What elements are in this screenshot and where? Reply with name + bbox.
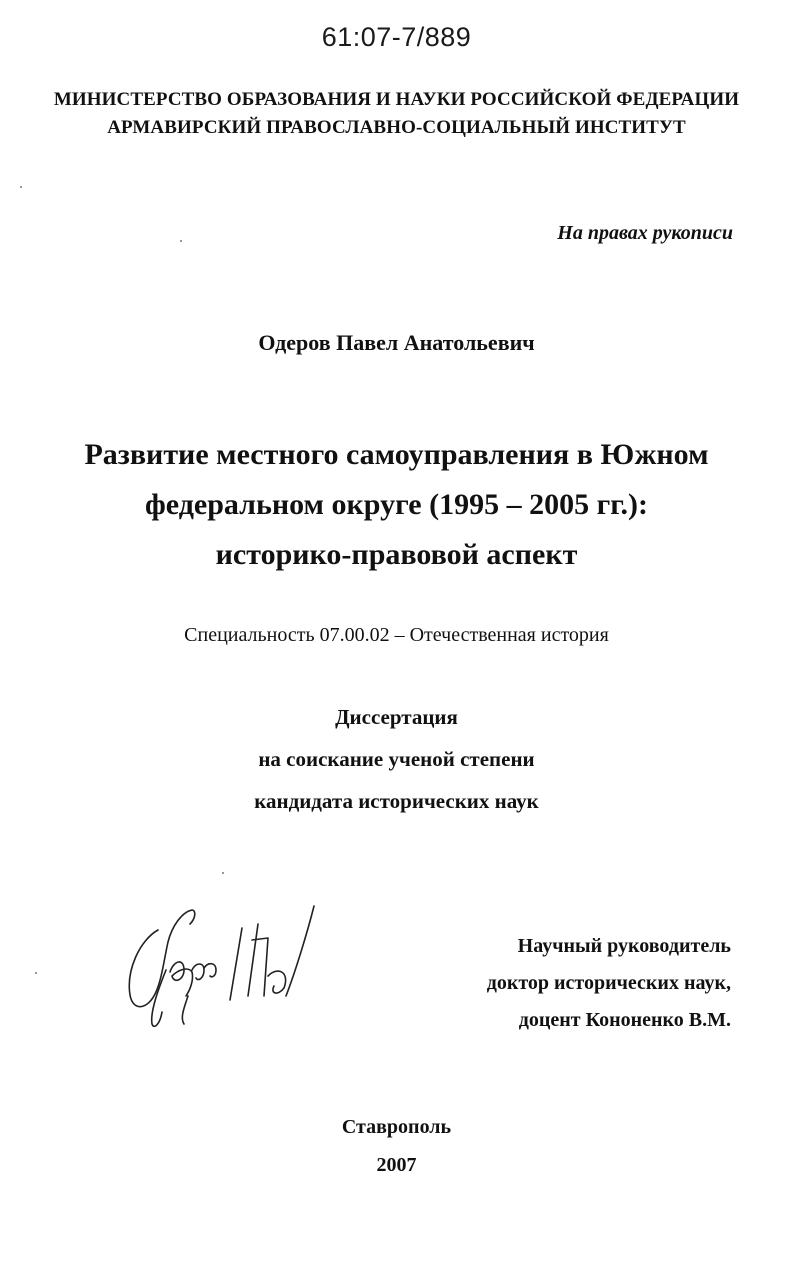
dissertation-title: [0, 430, 793, 580]
supervisor-line: доктор исторических наук,: [486, 972, 731, 994]
author-name: Одеров Павел Анатольевич: [258, 330, 535, 355]
degree-line: на соискание ученой степени: [258, 747, 535, 771]
scientific-supervisor: [487, 928, 731, 1039]
scan-speck: [35, 972, 37, 974]
publication-year: 2007: [376, 1154, 417, 1176]
degree-line: Диссертация: [335, 705, 458, 729]
institution-header: [0, 86, 793, 142]
rights-note: На правах рукописи: [557, 222, 733, 244]
title-line: историко-правовой аспект: [215, 538, 578, 571]
title-line: федеральном округе (1995 – 2005 гг.):: [145, 488, 648, 521]
city-name: Ставрополь: [341, 1116, 452, 1138]
author-signature: [118, 900, 348, 1040]
supervisor-line: Научный руководитель: [517, 935, 731, 957]
title-line: Развитие местного самоуправления в Южном: [84, 438, 709, 471]
scan-speck: [20, 186, 22, 188]
scan-speck: [180, 240, 182, 242]
scan-speck: [222, 872, 224, 874]
supervisor-line: доцент Кононенко В.М.: [518, 1009, 731, 1031]
institute-line: АРМАВИРСКИЙ ПРАВОСЛАВНО-СОЦИАЛЬНЫЙ ИНСТИТУТ: [107, 117, 686, 138]
specialty-line: Специальность 07.00.02 – Отечественная история: [184, 624, 609, 646]
degree-statement: [0, 696, 793, 822]
place-and-year: [0, 1108, 793, 1184]
ministry-line: МИНИСТЕРСТВО ОБРАЗОВАНИЯ И НАУКИ РОССИЙСКОЙ ФЕДЕРАЦИИ: [53, 89, 740, 110]
degree-line: кандидата исторических наук: [254, 789, 539, 813]
archive-stamp-number: 61:07-7/889: [321, 22, 472, 52]
